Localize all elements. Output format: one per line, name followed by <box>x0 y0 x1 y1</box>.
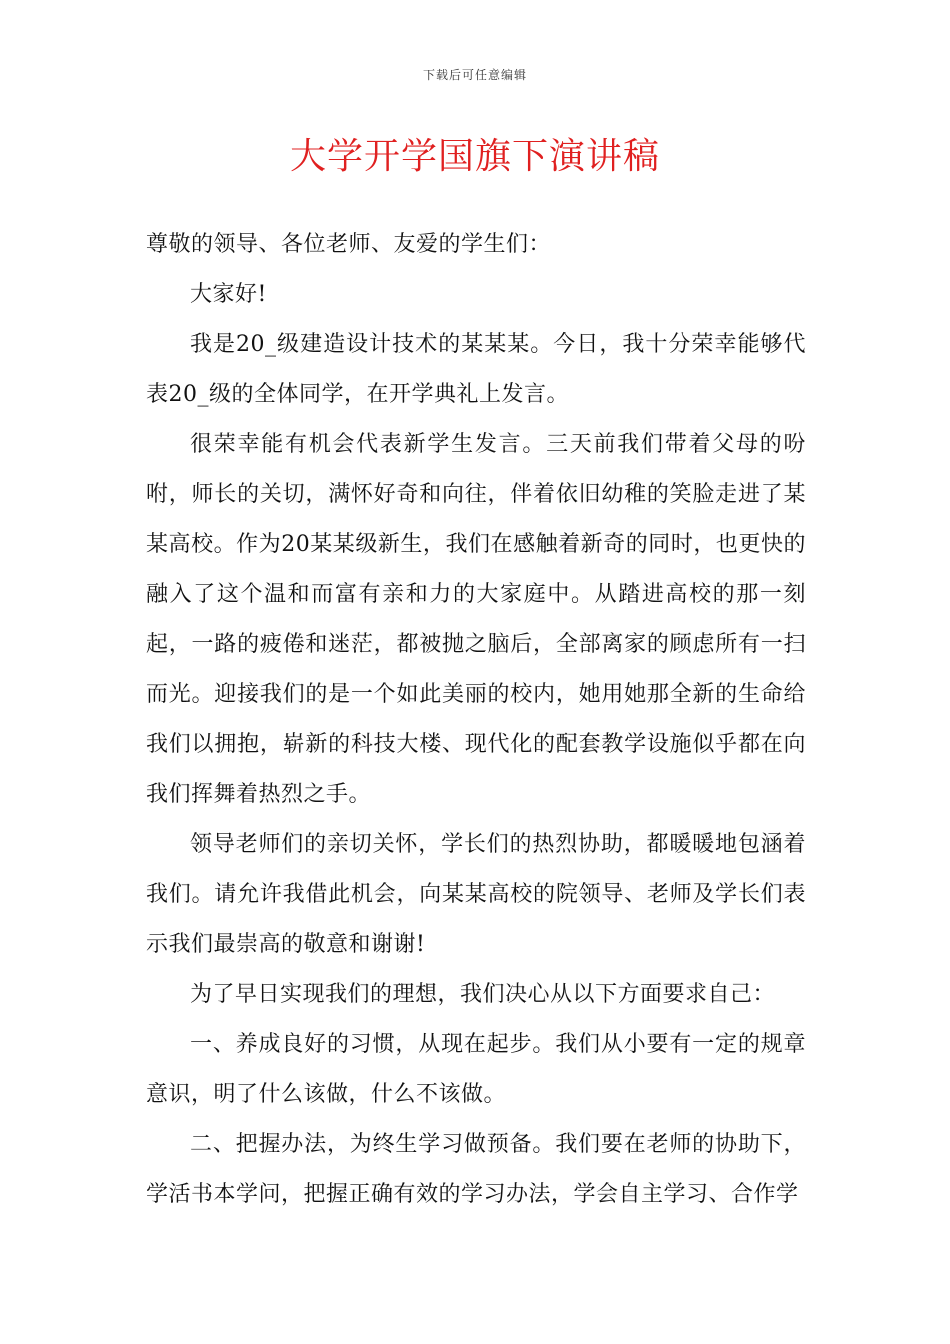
document-title: 大学开学国旗下演讲稿 <box>289 136 660 177</box>
body-paragraph: 很荣幸能有机会代表新学生发言。三天前我们带着父母的吩咐，师长的关切，满怀好奇和向往，伴着依旧幼稚的笑脸走进了某某高校。作为20某某级新生，我们在感触着新奇的同时，也更快的融入了这个温和而富有亲和力的大家庭中。从踏进高校的那一刻起，一路的疲倦和迷茫，都被抛之脑后，全部离家的顾虑所有一扫而光。迎接我们的是一个如此美丽的校内，她用她那全新的生命给我们以拥抱，崭新的科技大楼、现代化的配套教学设施似乎都在向我们挥舞着热烈之手。 <box>146 432 806 807</box>
intro-paragraph: 我是20_级建造设计技术的某某某。今日，我十分荣幸能够代表20_级的全体同学，在开学典礼上发言。 <box>146 332 806 407</box>
greeting-paragraph: 大家好! <box>190 282 267 307</box>
body-paragraph: 一、养成良好的习惯，从现在起步。我们从小要有一定的规章意识，明了什么该做，什么不该做。 <box>146 1032 806 1107</box>
body-paragraph: 领导老师们的亲切关怀，学长们的热烈协助，都暖暖地包涵着我们。请允许我借此机会，向某某高校的院领导、老师及学长们表示我们最崇高的敬意和谢谢! <box>146 832 806 957</box>
salutation-paragraph: 尊敬的领导、各位老师、友爱的学生们： <box>146 232 552 257</box>
body-paragraph: 为了早日实现我们的理想，我们决心从以下方面要求自己： <box>190 982 776 1007</box>
body-paragraph: 二、把握办法，为终生学习做预备。我们要在老师的协助下，学活书本学问，把握正确有效的学习办法，学会自主学习、合作学 <box>146 1132 806 1207</box>
header-note: 下载后可任意编辑 <box>422 68 527 82</box>
document-body <box>146 220 806 1220</box>
